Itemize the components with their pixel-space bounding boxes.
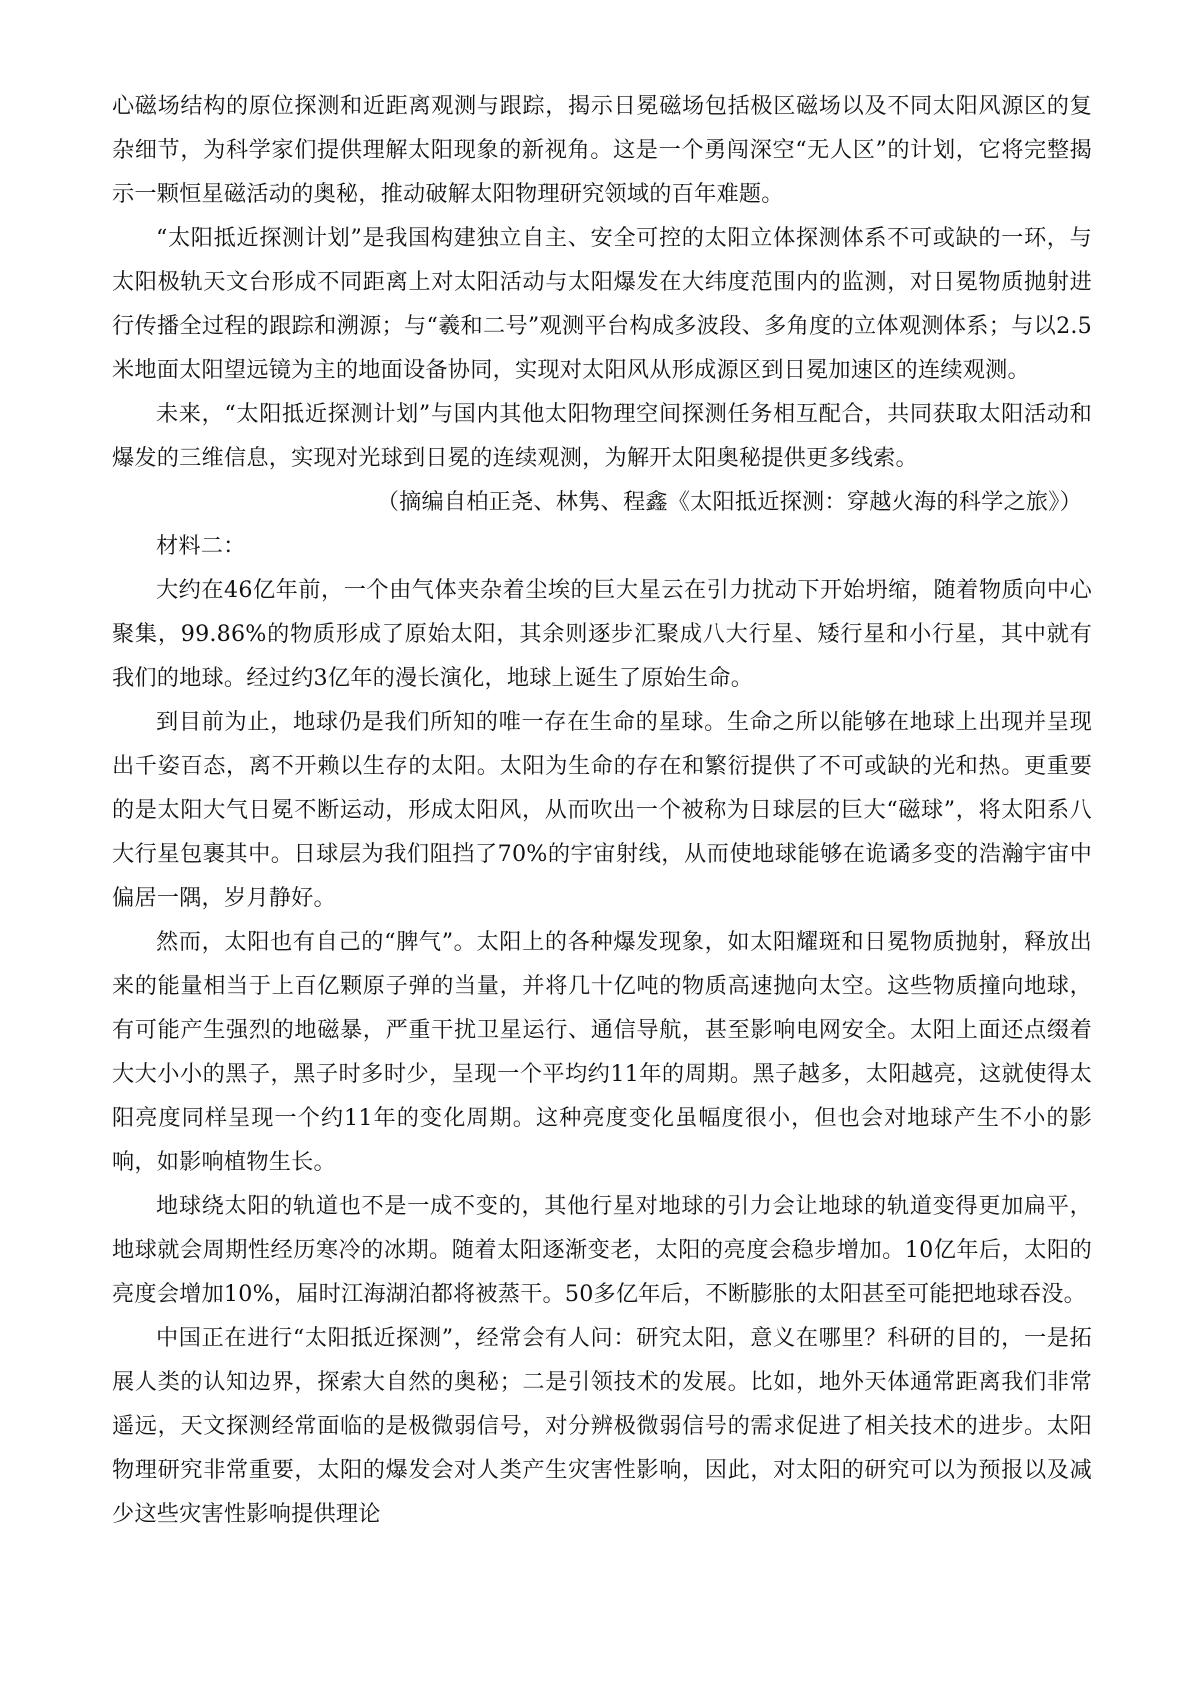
paragraph: 未来，“太阳抵近探测计划”与国内其他太阳物理空间探测任务相互配合，共同获取太阳活动和爆发的三维信息，实现对光球到日冕的连续观测，为解开太阳奥秘提供更多线索。 — [112, 401, 1092, 471]
section-heading: 材料二： — [156, 533, 246, 559]
document-body — [112, 84, 1092, 1536]
paragraph: “太阳抵近探测计划”是我国构建独立自主、安全可控的太阳立体探测体系不可或缺的一环，与太阳极轨天文台形成不同距离上对太阳活动与太阳爆发在大纬度范围内的监测，对日冕物质抛射进行传播全过程的跟踪和溯源；与“羲和二号”观测平台构成多波段、多角度的立体观测体系；与以2.5米地面太阳望远镜为主的地面设备协同，实现对太阳风从形成源区到日冕加速区的连续观测。 — [112, 225, 1092, 383]
paragraph: 地球绕太阳的轨道也不是一成不变的，其他行星对地球的引力会让地球的轨道变得更加扁平，地球就会周期性经历寒冷的冰期。随着太阳逐渐变老，太阳的亮度会稳步增加。10亿年后，太阳的亮度会增加10%，届时江海湖泊都将被蒸干。50多亿年后，不断膨胀的太阳甚至可能把地球吞没。 — [112, 1193, 1092, 1307]
paragraph: 中国正在进行“太阳抵近探测”，经常会有人问：研究太阳，意义在哪里？科研的目的，一是拓展人类的认知边界，探索大自然的奥秘；二是引领技术的发展。比如，地外天体通常距离我们非常遥远，天文探测经常面临的是极微弱信号，对分辨极微弱信号的需求促进了相关技术的进步。太阳物理研究非常重要，太阳的爆发会对人类产生灾害性影响，因此，对太阳的研究可以为预报以及减少这些灾害性影响提供理论 — [112, 1325, 1092, 1527]
paragraph: 大约在46亿年前，一个由气体夹杂着尘埃的巨大星云在引力扰动下开始坍缩，随着物质向中心聚集，99.86%的物质形成了原始太阳，其余则逐步汇聚成八大行星、矮行星和小行星，其中就有我们的地球。经过约3亿年的漫长演化，地球上诞生了原始生命。 — [112, 577, 1092, 691]
paragraph-continuation: 心磁场结构的原位探测和近距离观测与跟踪，揭示日冕磁场包括极区磁场以及不同太阳风源区的复杂细节，为科学家们提供理解太阳现象的新视角。这是一个勇闯深空“无人区”的计划，它将完整揭示一颗恒星磁活动的奥秘，推动破解太阳物理研究领域的百年难题。 — [112, 93, 1092, 207]
paragraph: 到目前为止，地球仍是我们所知的唯一存在生命的星球。生命之所以能够在地球上出现并呈现出千姿百态，离不开赖以生存的太阳。太阳为生命的存在和繁衍提供了不可或缺的光和热。更重要的是太阳大气日冕不断运动，形成太阳风，从而吹出一个被称为日球层的巨大“磁球”，将太阳系八大行星包裹其中。日球层为我们阻挡了70%的宇宙射线，从而使地球能够在诡谲多变的浩瀚宇宙中偏居一隅，岁月静好。 — [112, 709, 1092, 911]
source-citation: （摘编自柏正尧、林隽、程鑫《太阳抵近探测：穿越火海的科学之旅》） — [376, 489, 1082, 515]
paragraph: 然而，太阳也有自己的“脾气”。太阳上的各种爆发现象，如太阳耀斑和日冕物质抛射，释放出来的能量相当于上百亿颗原子弹的当量，并将几十亿吨的物质高速抛向太空。这些物质撞向地球，有可能产生强烈的地磁暴，严重干扰卫星运行、通信导航，甚至影响电网安全。太阳上面还点缀着大大小小的黑子，黑子时多时少，呈现一个平均约11年的周期。黑子越多，太阳越亮，这就使得太阳亮度同样呈现一个约11年的变化周期。这种亮度变化虽幅度很小，但也会对地球产生不小的影响，如影响植物生长。 — [112, 929, 1092, 1175]
